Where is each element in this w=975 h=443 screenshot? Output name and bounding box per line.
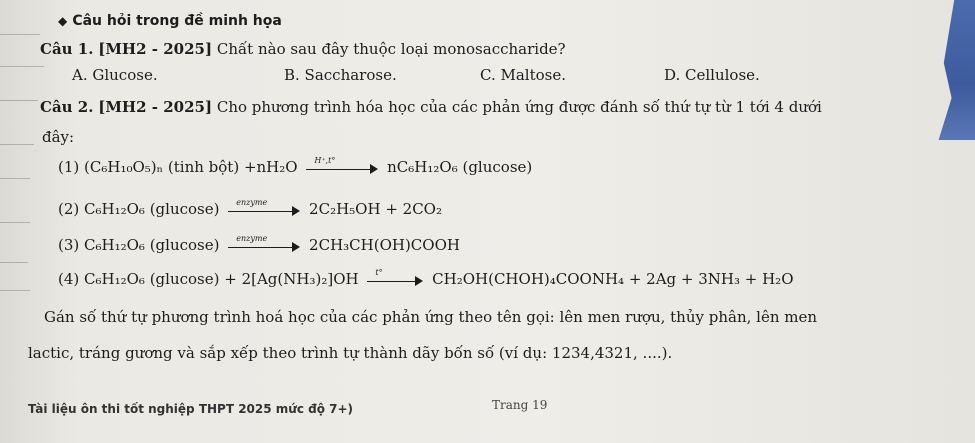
reaction-1 bbox=[58, 158, 532, 176]
reaction-products: nC₆H₁₂O₆ (glucose) bbox=[387, 158, 533, 176]
reaction-number: (3) bbox=[58, 236, 80, 254]
reaction-number: (2) bbox=[58, 200, 80, 218]
reaction-arrow bbox=[306, 156, 378, 175]
page-edge-lines bbox=[0, 0, 60, 443]
question-2-text: Cho phương trình hóa học của các phản ứng được đánh số thứ tự từ 1 tới 4 dưới bbox=[216, 98, 822, 116]
reaction-number: (1) bbox=[58, 158, 80, 176]
blue-corner-decoration bbox=[923, 0, 975, 140]
section-title: Câu hỏi trong đề minh họa bbox=[72, 13, 282, 29]
reaction-arrow bbox=[228, 234, 300, 253]
instruction-line-2: lactic, tráng gương và sắp xếp theo trình tự thành dãy bốn số (ví dụ: 1234,4321, ....). bbox=[28, 344, 673, 362]
question-1 bbox=[40, 40, 566, 58]
page-number: Trang 19 bbox=[492, 398, 548, 412]
question-2-tag: [MH2 - 2025] bbox=[98, 98, 213, 116]
reaction-arrow bbox=[367, 268, 423, 287]
reaction-reactants: C₆H₁₂O₆ (glucose) bbox=[84, 200, 220, 218]
diamond-bullet-icon: ◆ bbox=[58, 14, 68, 28]
reaction-condition: enzyme bbox=[236, 198, 268, 207]
reaction-reactants: C₆H₁₂O₆ (glucose) bbox=[84, 236, 220, 254]
reaction-products: 2C₂H₅OH + 2CO₂ bbox=[309, 200, 442, 218]
reaction-2 bbox=[58, 200, 442, 218]
reaction-condition: H⁺,t° bbox=[314, 156, 336, 165]
question-2-text-cont: đây: bbox=[42, 128, 75, 146]
reaction-products: 2CH₃CH(OH)COOH bbox=[309, 236, 460, 254]
q1-option-c: C. Maltose. bbox=[480, 66, 566, 84]
instruction-line-1: Gán số thứ tự phương trình hoá học của các phản ứng theo tên gọi: lên men rượu, thủy phân, lên men bbox=[44, 308, 818, 326]
reaction-reactants: C₆H₁₂O₆ (glucose) + 2[Ag(NH₃)₂]OH bbox=[84, 270, 359, 288]
question-2 bbox=[40, 98, 822, 116]
reaction-number: (4) bbox=[58, 270, 80, 288]
reaction-products: CH₂OH(CHOH)₄COONH₄ + 2Ag + 3NH₃ + H₂O bbox=[432, 270, 794, 288]
reaction-4 bbox=[58, 270, 794, 288]
footer-document-title: Tài liệu ôn thi tốt nghiệp THPT 2025 mức độ 7+) bbox=[28, 402, 354, 416]
reaction-3 bbox=[58, 236, 460, 254]
reaction-condition: enzyme bbox=[236, 234, 268, 243]
question-1-text: Chất nào sau đây thuộc loại monosaccharide? bbox=[216, 40, 566, 58]
reaction-condition: t° bbox=[375, 268, 383, 277]
q1-option-d: D. Cellulose. bbox=[664, 66, 760, 84]
reaction-reactants: (C₆H₁₀O₅)ₙ (tinh bột) +nH₂O bbox=[84, 158, 298, 176]
q1-option-a: A. Glucose. bbox=[72, 66, 158, 84]
section-heading bbox=[58, 10, 282, 29]
reaction-arrow bbox=[228, 198, 300, 217]
question-1-number: Câu 1. bbox=[40, 40, 94, 58]
question-1-tag: [MH2 - 2025] bbox=[98, 40, 213, 58]
q1-option-b: B. Saccharose. bbox=[284, 66, 397, 84]
question-2-number: Câu 2. bbox=[40, 98, 94, 116]
